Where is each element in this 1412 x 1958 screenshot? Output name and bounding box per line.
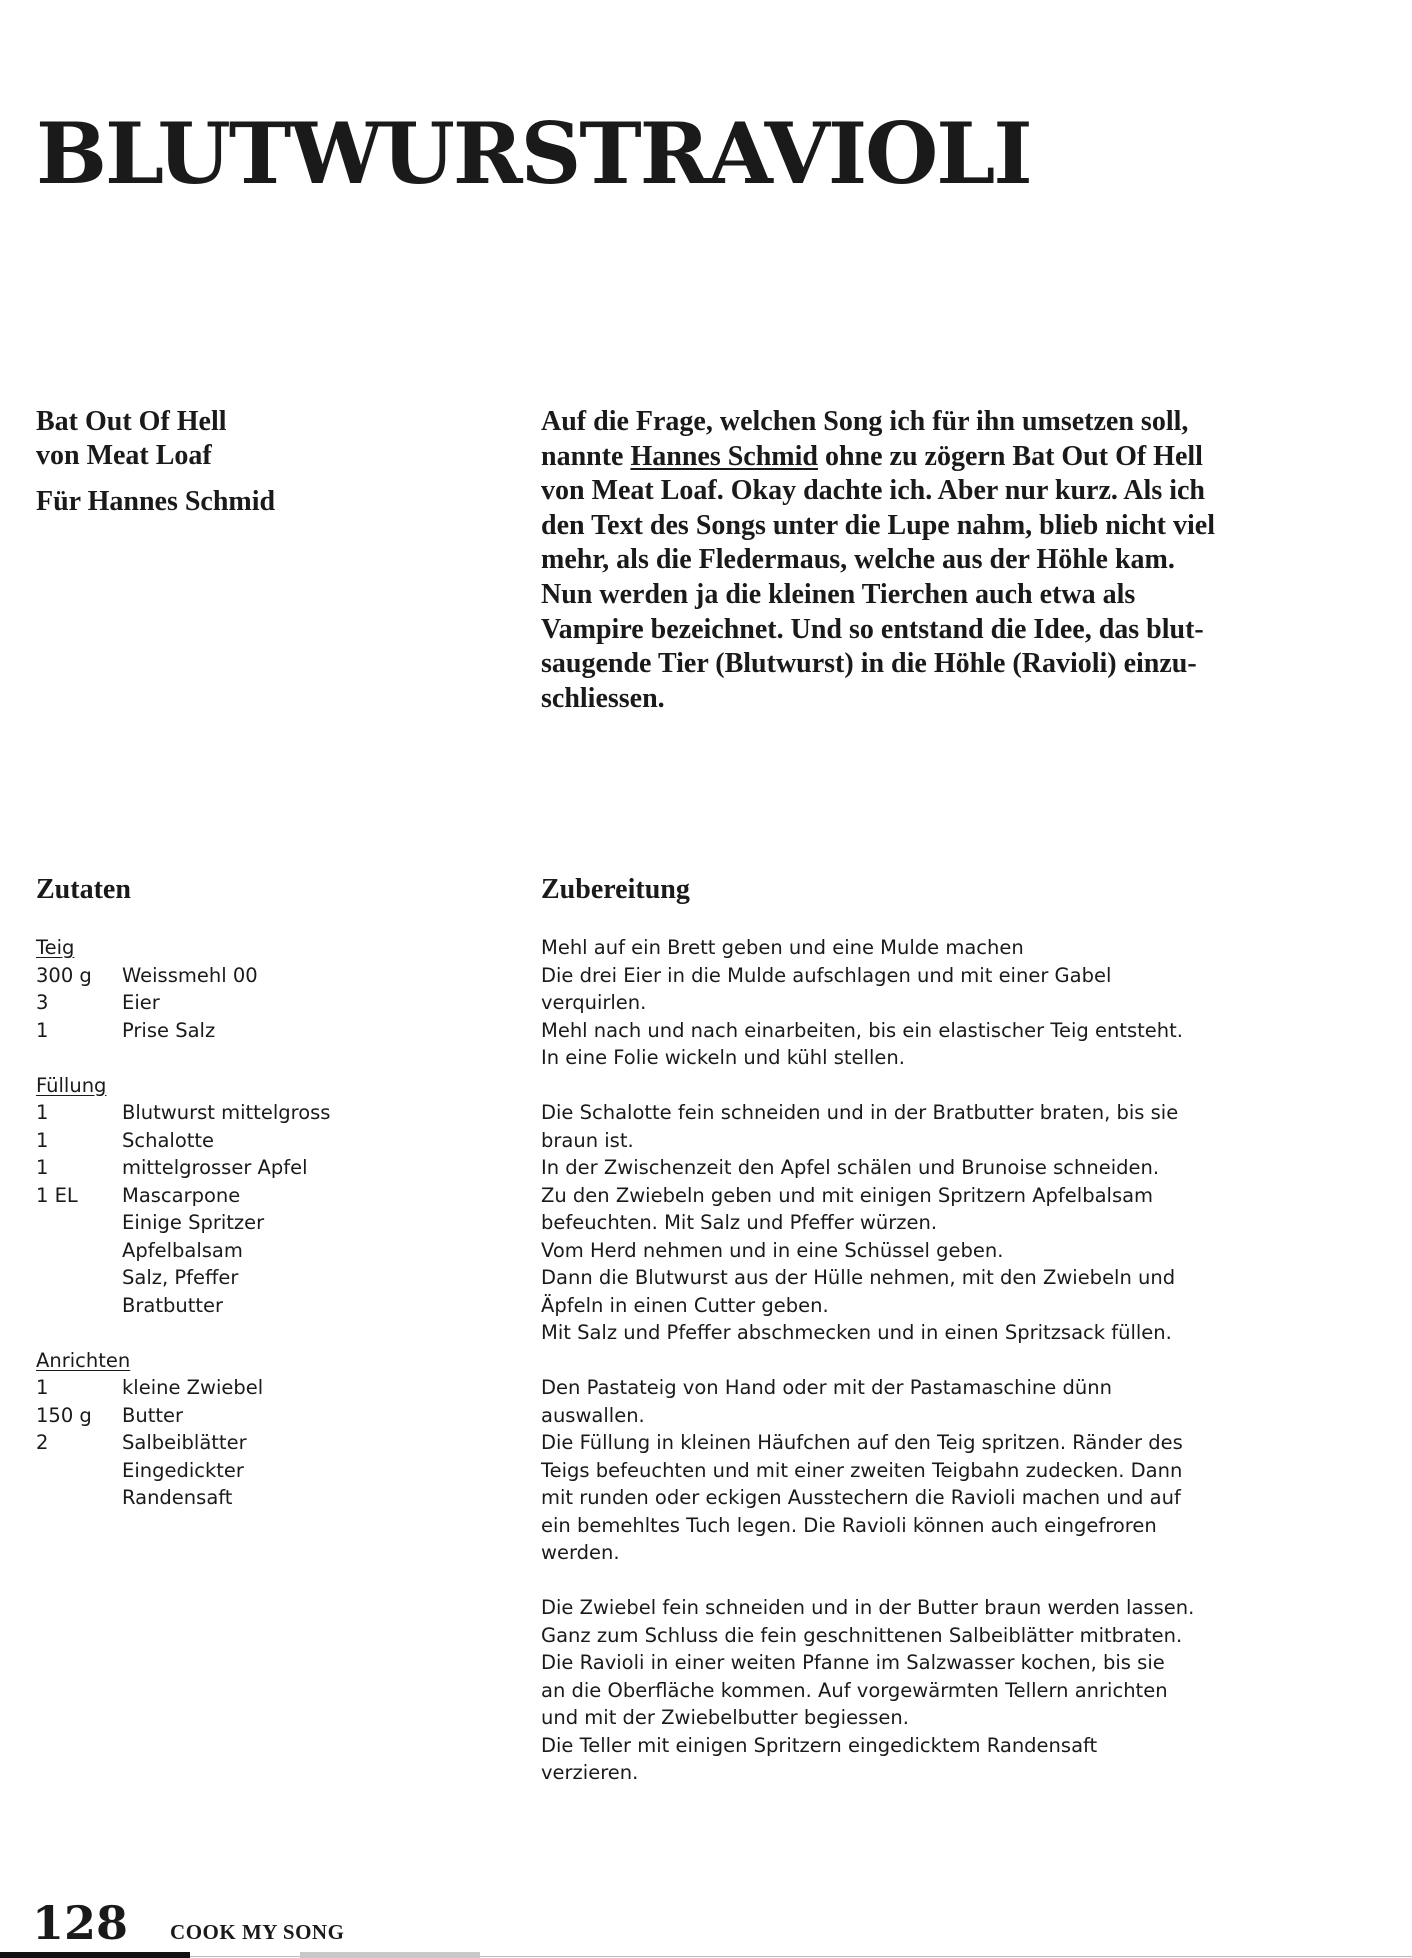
ingredient-qty: 1	[36, 1018, 49, 1042]
page-number: 128	[32, 1896, 129, 1950]
step-line: Äpfeln in einen Cutter geben.	[541, 1293, 829, 1317]
ingredient-row	[36, 962, 456, 990]
ingredient-name: Butter	[122, 1403, 184, 1427]
ingredient-qty	[36, 1237, 122, 1265]
step-line: In der Zwischenzeit den Apfel schälen und Brunoise schneiden.	[541, 1156, 1160, 1179]
footer-rule-fragment	[300, 1952, 480, 1958]
ingredient-group-title: Anrichten	[36, 1348, 131, 1372]
ingredient-group-fuellung	[36, 1072, 456, 1320]
preparation-paragraph	[541, 1374, 1371, 1567]
ingredient-name: Blutwurst mittelgross	[122, 1101, 331, 1124]
step-line: Ganz zum Schluss die fein geschnittenen Salbeiblätter mitbraten.	[541, 1623, 1183, 1647]
ingredient-name: Salbeiblätter	[122, 1431, 247, 1454]
ingredient-row	[36, 1154, 456, 1182]
song-info	[36, 405, 456, 519]
running-title: COOK MY SONG	[170, 1920, 345, 1944]
ingredient-qty: 300 g	[36, 963, 92, 987]
step-line: mit runden oder eckigen Ausstechern die Ravioli machen und auf	[541, 1486, 1181, 1509]
step-line: Die Schalotte fein schneiden und in der Bratbutter braten, bis sie	[541, 1101, 1179, 1124]
step-line: Teigs befeuchten und mit einer zweiten Teigbahn zudecken. Dann	[541, 1458, 1183, 1482]
song-dedication: Für Hannes Schmid	[36, 486, 276, 517]
ingredient-row	[36, 1374, 456, 1402]
step-line: Die Füllung in kleinen Häufchen auf den Teig spritzen. Ränder des	[541, 1431, 1183, 1454]
song-artist: von Meat Loaf	[36, 440, 212, 471]
ingredient-row	[36, 989, 456, 1017]
step-line: Zu den Zwiebeln geben und mit einigen Spritzern Apfelbalsam	[541, 1183, 1154, 1207]
preparation-paragraph	[541, 1594, 1371, 1787]
ingredient-name: Eingedickter	[122, 1458, 244, 1482]
ingredient-group-anrichten	[36, 1347, 456, 1512]
ingredient-qty	[36, 1484, 122, 1512]
preparation-paragraph	[541, 1099, 1371, 1347]
step-line: In eine Folie wickeln und kühl stellen.	[541, 1046, 905, 1069]
ingredient-qty	[36, 1264, 122, 1292]
footer-divider	[0, 1952, 1412, 1958]
intro-line: von Meat Loaf. Okay dachte ich. Aber nur kurz. Als ich	[541, 475, 1206, 507]
ingredient-name: Eier	[122, 991, 160, 1014]
ingredient-qty: 1	[36, 1101, 49, 1124]
ingredient-row	[36, 1484, 456, 1512]
footer-rule-line	[0, 1956, 1412, 1957]
ingredient-row	[36, 1209, 456, 1237]
ingredient-group-title: Teig	[36, 936, 75, 959]
step-line: verquirlen.	[541, 991, 647, 1014]
ingredient-row	[36, 1402, 456, 1430]
intro-line: Auf die Frage, welchen Song ich für ihn umsetzen soll,	[541, 406, 1189, 437]
step-line: braun ist.	[541, 1128, 634, 1152]
step-line: und mit der Zwiebelbutter begiessen.	[541, 1706, 909, 1729]
preparation-heading: Zubereitung	[541, 874, 690, 905]
ingredient-name: Apfelbalsam	[122, 1238, 243, 1262]
ingredient-qty: 1	[36, 1156, 49, 1179]
step-line: Die Zwiebel fein schneiden und in der Butter braun werden lassen.	[541, 1596, 1195, 1619]
intro-paragraph	[541, 405, 1301, 716]
ingredient-name: Einige Spritzer	[122, 1211, 265, 1234]
intro-line: schliessen.	[541, 682, 665, 714]
ingredient-qty: 150 g	[36, 1403, 92, 1427]
preparation-paragraph	[541, 934, 1371, 1072]
step-line: Die Ravioli in einer weiten Pfanne im Salzwasser kochen, bis sie	[541, 1651, 1165, 1674]
ingredient-row	[36, 1292, 456, 1320]
song-title: Bat Out Of Hell	[36, 406, 227, 437]
ingredient-name: Schalotte	[122, 1128, 215, 1152]
ingredient-name: Mascarpone	[122, 1183, 241, 1207]
ingredient-qty: 1 EL	[36, 1183, 78, 1207]
person-name-link: Hannes Schmid	[630, 440, 818, 472]
ingredient-group-title: Füllung	[36, 1073, 107, 1097]
ingredient-qty: 1	[36, 1128, 49, 1152]
ingredient-row	[36, 1237, 456, 1265]
ingredient-qty: 3	[36, 991, 49, 1014]
step-line: werden.	[541, 1541, 620, 1564]
ingredient-name: Weissmehl 00	[122, 963, 258, 987]
page-footer	[32, 1898, 344, 1948]
preparation-steps	[541, 934, 1371, 1814]
ingredient-row	[36, 1017, 456, 1045]
ingredients-heading: Zutaten	[36, 874, 131, 905]
step-line: Dann die Blutwurst aus der Hülle nehmen, mit den Zwiebeln und	[541, 1266, 1176, 1289]
ingredient-row	[36, 1127, 456, 1155]
ingredient-row	[36, 1457, 456, 1485]
step-line: Die drei Eier in die Mulde aufschlagen und mit einer Gabel	[541, 963, 1112, 987]
ingredient-group-teig	[36, 934, 456, 1044]
ingredient-qty	[36, 1457, 122, 1485]
intro-line: nannte Hannes Schmid ohne zu zögern Bat Out Of Hell	[541, 440, 1203, 472]
ingredients-list	[36, 934, 456, 1539]
ingredient-row	[36, 1099, 456, 1127]
footer-rule-accent	[0, 1952, 190, 1958]
step-line: verzieren.	[541, 1761, 639, 1784]
step-line: auswallen.	[541, 1403, 645, 1427]
ingredient-name: Prise Salz	[122, 1018, 216, 1042]
step-line: Den Pastateig von Hand oder mit der Pastamaschine dünn	[541, 1376, 1112, 1399]
step-line: Mehl nach und nach einarbeiten, bis ein elastischer Teig entsteht.	[541, 1018, 1183, 1042]
ingredient-name: Bratbutter	[122, 1293, 224, 1317]
ingredient-name: mittelgrosser Apfel	[122, 1156, 308, 1179]
intro-line: saugende Tier (Blutwurst) in die Höhle (Ravioli) einzu-	[541, 648, 1197, 680]
intro-line: Nun werden ja die kleinen Tierchen auch etwa als	[541, 578, 1136, 610]
ingredient-row	[36, 1429, 456, 1457]
ingredient-qty: 2	[36, 1431, 49, 1454]
step-line: Mit Salz und Pfeffer abschmecken und in einen Spritzsack füllen.	[541, 1321, 1172, 1344]
ingredient-name: Randensaft	[122, 1486, 233, 1509]
step-line: befeuchten. Mit Salz und Pfeffer würzen.	[541, 1211, 938, 1234]
step-line: Die Teller mit einigen Spritzern eingedicktem Randensaft	[541, 1733, 1098, 1757]
intro-line: den Text des Songs unter die Lupe nahm, blieb nicht viel	[541, 509, 1215, 541]
recipe-title: BLUTWURSTRAVIOLI	[36, 104, 1031, 203]
ingredient-qty	[36, 1209, 122, 1237]
intro-line: Vampire bezeichnet. Und so entstand die Idee, das blut-	[541, 613, 1204, 645]
intro-line: mehr, als die Fledermaus, welche aus der Höhle kam.	[541, 544, 1175, 576]
ingredient-qty	[36, 1292, 122, 1320]
step-line: Vom Herd nehmen und in eine Schüssel geben.	[541, 1238, 1004, 1262]
ingredient-row	[36, 1182, 456, 1210]
ingredient-qty: 1	[36, 1376, 49, 1399]
ingredient-name: Salz, Pfeffer	[122, 1266, 239, 1289]
ingredient-name: kleine Zwiebel	[122, 1376, 264, 1399]
ingredient-row	[36, 1264, 456, 1292]
step-line: an die Oberfläche kommen. Auf vorgewärmten Tellern anrichten	[541, 1678, 1168, 1702]
step-line: ein bemehltes Tuch legen. Die Ravioli können auch eingefroren	[541, 1513, 1157, 1537]
step-line: Mehl auf ein Brett geben und eine Mulde machen	[541, 936, 1024, 959]
